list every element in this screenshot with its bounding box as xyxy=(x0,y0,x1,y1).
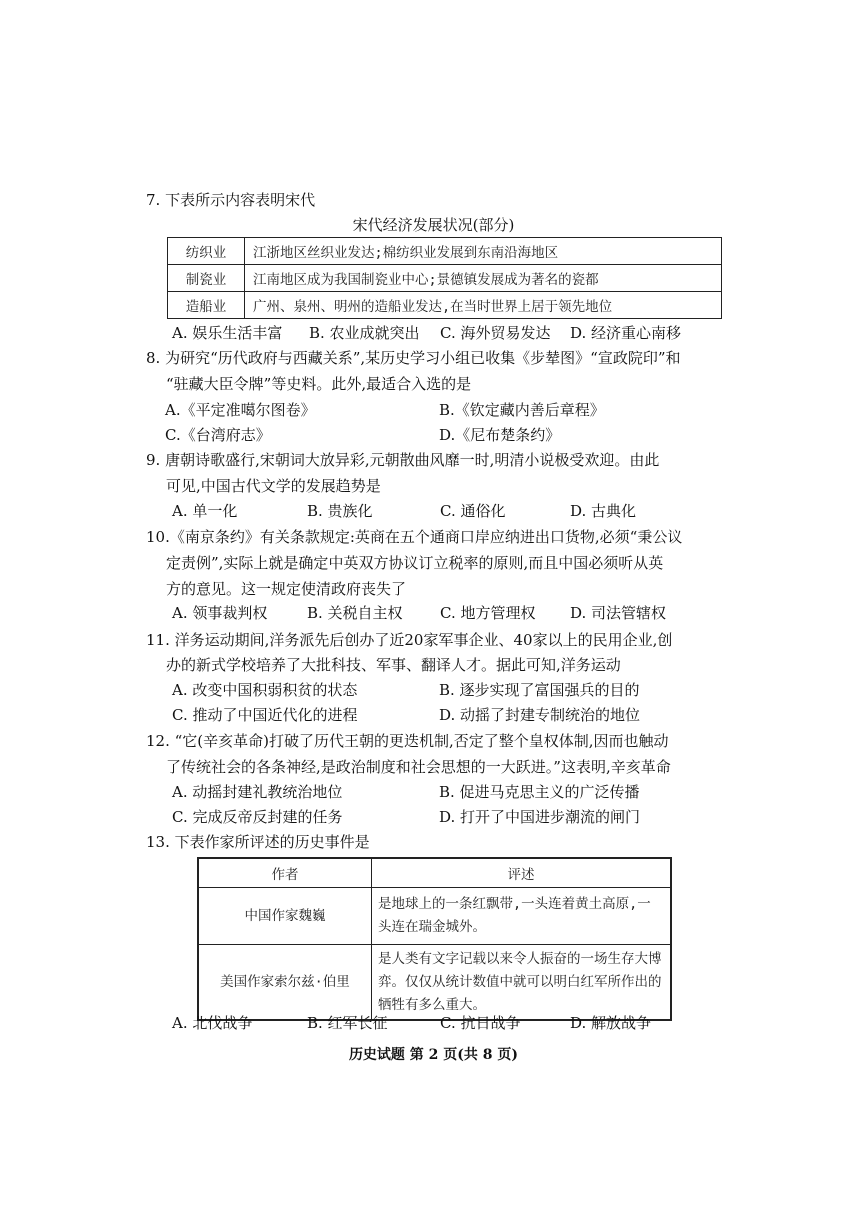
q12-option-d: D. 打开了中国进步潮流的闸门 xyxy=(439,808,641,826)
q7-table-title: 宋代经济发展状况(部分) xyxy=(352,216,515,234)
q7-table xyxy=(167,237,722,319)
table-cell: 江浙地区丝织业发达;棉纺织业发展到东南沿海地区 xyxy=(245,238,722,265)
q8-option-a: A.《平定准噶尔图卷》 xyxy=(165,401,316,419)
q7-option-c: C. 海外贸易发达 xyxy=(440,324,551,342)
q8-option-b: B.《钦定藏内善后章程》 xyxy=(439,401,605,419)
q8-option-c: C.《台湾府志》 xyxy=(165,426,271,444)
table-cell: 中国作家魏巍 xyxy=(198,888,372,945)
q13-option-d: D. 解放战争 xyxy=(570,1014,652,1032)
table-cell: 纺织业 xyxy=(168,238,245,265)
q10-option-c: C. 地方管理权 xyxy=(440,604,536,622)
table-header: 评述 xyxy=(372,858,672,888)
table-row xyxy=(198,888,671,945)
q11-stem-line1: 11. 洋务运动期间,洋务派先后创办了近20家军事企业、40家以上的民用企业,创 xyxy=(146,631,673,649)
q13-option-c: C. 抗日战争 xyxy=(440,1014,521,1032)
table-row xyxy=(168,292,722,319)
page-footer: 历史试题 第 2 页(共 8 页) xyxy=(348,1047,519,1063)
table-cell: 是地球上的一条红飘带,一头连着黄土高原,一头连在瑞金城外。 xyxy=(372,888,672,945)
q7-option-a: A. 娱乐生活丰富 xyxy=(172,324,283,342)
q10-option-b: B. 关税自主权 xyxy=(307,604,403,622)
q13-option-a: A. 北伐战争 xyxy=(172,1014,253,1032)
q9-option-a: A. 单一化 xyxy=(172,502,238,520)
q9-stem-line1: 9. 唐朝诗歌盛行,宋朝词大放异彩,元朝散曲风靡一时,明清小说极受欢迎。由此 xyxy=(146,451,660,469)
q11-stem-line2: 办的新式学校培养了大批科技、军事、翻译人才。据此可知,洋务运动 xyxy=(166,656,621,674)
q12-stem-line1: 12. “它(辛亥革命)打破了历代王朝的更迭机制,否定了整个皇权体制,因而也触动 xyxy=(146,732,669,750)
table-row xyxy=(168,265,722,292)
q13-stem: 13. 下表作家所评述的历史事件是 xyxy=(146,833,370,851)
q11-option-c: C. 推动了中国近代化的进程 xyxy=(172,706,358,724)
table-cell: 造船业 xyxy=(168,292,245,319)
q13-table xyxy=(197,857,672,1021)
q12-option-a: A. 动摇封建礼教统治地位 xyxy=(172,783,343,801)
q13-option-b: B. 红军长征 xyxy=(307,1014,388,1032)
table-cell: 广州、泉州、明州的造船业发达,在当时世界上居于领先地位 xyxy=(245,292,722,319)
q7-stem: 7. 下表所示内容表明宋代 xyxy=(146,191,316,209)
table-row xyxy=(168,238,722,265)
q9-option-d: D. 古典化 xyxy=(570,502,637,520)
table-cell: 制瓷业 xyxy=(168,265,245,292)
table-header-row xyxy=(198,858,671,888)
q8-stem-line2: “驻藏大臣令牌”等史料。此外,最适合入选的是 xyxy=(166,375,472,393)
q10-stem-line3: 方的意见。这一规定使清政府丧失了 xyxy=(166,580,407,598)
q10-option-d: D. 司法管辖权 xyxy=(570,604,667,622)
q12-stem-line2: 了传统社会的各条神经,是政治制度和社会思想的一大跃进。”这表明,辛亥革命 xyxy=(166,758,671,776)
q10-stem-line1: 10.《南京条约》有关条款规定:英商在五个通商口岸应纳进出口货物,必须“秉公议 xyxy=(146,528,683,546)
q9-stem-line2: 可见,中国古代文学的发展趋势是 xyxy=(166,477,381,495)
table-cell: 江南地区成为我国制瓷业中心;景德镇发展成为著名的瓷都 xyxy=(245,265,722,292)
q8-stem-line1: 8. 为研究“历代政府与西藏关系”,某历史学习小组已收集《步辇图》“宣政院印”和 xyxy=(146,349,681,367)
q10-stem-line2: 定责例”,实际上就是确定中英双方协议订立税率的原则,而且中国必须听从英 xyxy=(166,554,664,572)
q7-option-d: D. 经济重心南移 xyxy=(570,324,682,342)
q9-option-c: C. 通俗化 xyxy=(440,502,506,520)
table-cell: 是人类有文字记载以来令人振奋的一场生存大博弈。仅仅从统计数值中就可以明白红军所作出的牺牲有多么重大。 xyxy=(372,945,672,1021)
q11-option-d: D. 动摇了封建专制统治的地位 xyxy=(439,706,641,724)
table-cell: 美国作家索尔兹·伯里 xyxy=(198,945,372,1021)
q10-option-a: A. 领事裁判权 xyxy=(172,604,268,622)
q8-option-d: D.《尼布楚条约》 xyxy=(439,426,561,444)
q11-option-a: A. 改变中国积弱积贫的状态 xyxy=(172,681,358,699)
q7-option-b: B. 农业成就突出 xyxy=(309,324,420,342)
q12-option-b: B. 促进马克思主义的广泛传播 xyxy=(439,783,640,801)
q9-option-b: B. 贵族化 xyxy=(307,502,373,520)
table-header: 作者 xyxy=(198,858,372,888)
q12-option-c: C. 完成反帝反封建的任务 xyxy=(172,808,343,826)
table-row xyxy=(198,945,671,1021)
q11-option-b: B. 逐步实现了富国强兵的目的 xyxy=(439,681,640,699)
